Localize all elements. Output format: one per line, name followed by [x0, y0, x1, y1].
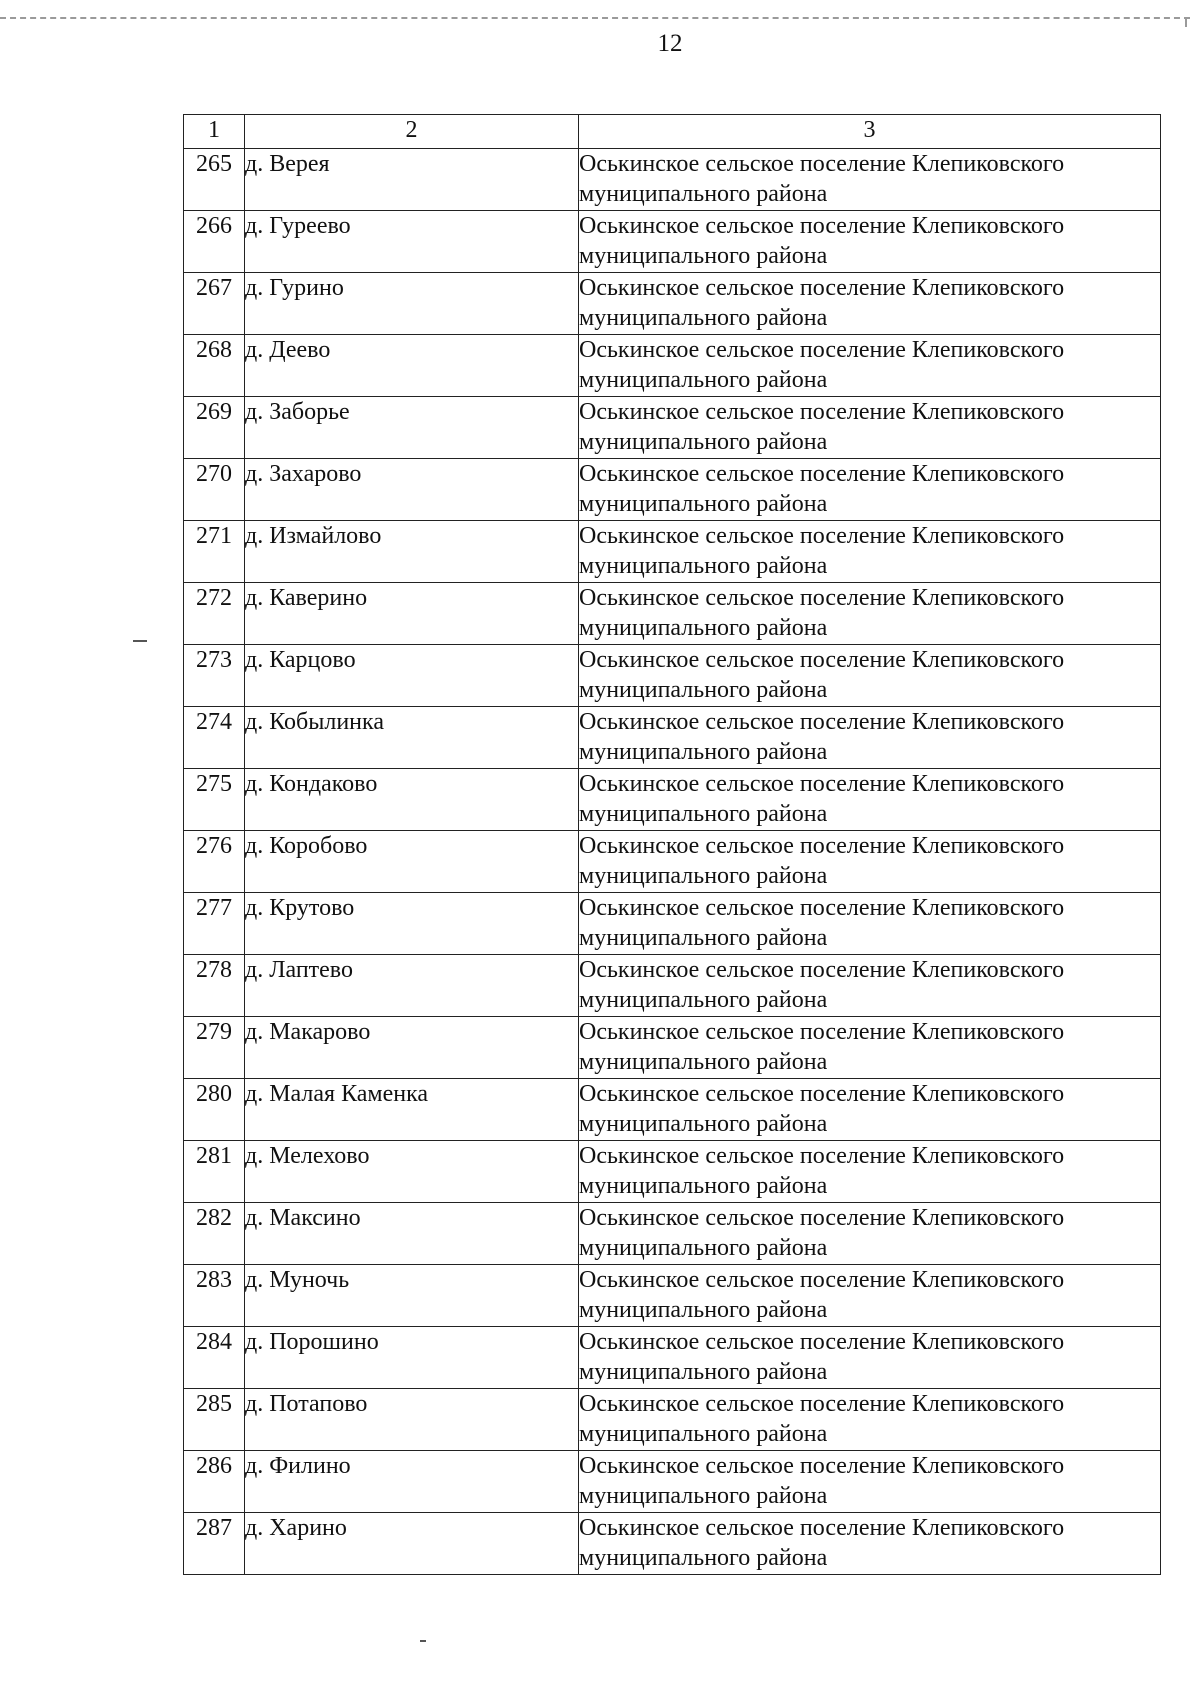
- table-row: [184, 521, 1161, 583]
- settlement-name: д. Лаптево: [245, 955, 579, 1017]
- row-number: 279: [184, 1017, 245, 1079]
- municipality-name: Оськинское сельское поселение Клепиковского муниципального района: [579, 149, 1161, 211]
- page-number: 12: [657, 30, 683, 57]
- table-row: [184, 1079, 1161, 1141]
- row-number: 266: [184, 211, 245, 273]
- settlement-name: д. Кондаково: [245, 769, 579, 831]
- header-col-1: 1: [184, 115, 245, 149]
- row-number: 268: [184, 335, 245, 397]
- municipality-name: Оськинское сельское поселение Клепиковского муниципального района: [579, 1203, 1161, 1265]
- municipality-name: Оськинское сельское поселение Клепиковского муниципального района: [579, 521, 1161, 583]
- table-row: [184, 893, 1161, 955]
- row-number: 271: [184, 521, 245, 583]
- row-number: 269: [184, 397, 245, 459]
- municipality-name: Оськинское сельское поселение Клепиковского муниципального района: [579, 831, 1161, 893]
- row-number: 275: [184, 769, 245, 831]
- row-number: 276: [184, 831, 245, 893]
- table-row: [184, 1017, 1161, 1079]
- table-row: [184, 1265, 1161, 1327]
- table-row: [184, 831, 1161, 893]
- header-col-2: 2: [245, 115, 579, 149]
- table-row: [184, 769, 1161, 831]
- settlement-name: д. Измайлово: [245, 521, 579, 583]
- table-row: [184, 1513, 1161, 1575]
- table-row: [184, 707, 1161, 769]
- municipality-name: Оськинское сельское поселение Клепиковского муниципального района: [579, 397, 1161, 459]
- settlement-name: д. Макарово: [245, 1017, 579, 1079]
- municipality-name: Оськинское сельское поселение Клепиковского муниципального района: [579, 459, 1161, 521]
- settlement-name: д. Харино: [245, 1513, 579, 1575]
- settlement-name: д. Порошино: [245, 1327, 579, 1389]
- row-number: 287: [184, 1513, 245, 1575]
- table-row: [184, 1203, 1161, 1265]
- table-row: [184, 1451, 1161, 1513]
- row-number: 286: [184, 1451, 245, 1513]
- row-number: 281: [184, 1141, 245, 1203]
- municipality-name: Оськинское сельское поселение Клепиковского муниципального района: [579, 1265, 1161, 1327]
- municipality-name: Оськинское сельское поселение Клепиковского муниципального района: [579, 769, 1161, 831]
- municipality-name: Оськинское сельское поселение Клепиковского муниципального района: [579, 1017, 1161, 1079]
- settlement-name: д. Мелехово: [245, 1141, 579, 1203]
- row-number: 284: [184, 1327, 245, 1389]
- table-row: [184, 1389, 1161, 1451]
- row-number: 273: [184, 645, 245, 707]
- municipality-name: Оськинское сельское поселение Клепиковского муниципального района: [579, 273, 1161, 335]
- settlement-name: д. Карцово: [245, 645, 579, 707]
- settlement-name: д. Муночь: [245, 1265, 579, 1327]
- row-number: 280: [184, 1079, 245, 1141]
- table-body: [184, 149, 1161, 1575]
- row-number: 283: [184, 1265, 245, 1327]
- settlement-name: д. Филино: [245, 1451, 579, 1513]
- settlement-name: д. Верея: [245, 149, 579, 211]
- municipality-name: Оськинское сельское поселение Клепиковского муниципального района: [579, 335, 1161, 397]
- settlement-name: д. Заборье: [245, 397, 579, 459]
- municipality-name: Оськинское сельское поселение Клепиковского муниципального района: [579, 211, 1161, 273]
- settlements-table: [183, 114, 1161, 1575]
- municipality-name: Оськинское сельское поселение Клепиковского муниципального района: [579, 1141, 1161, 1203]
- table-row: [184, 583, 1161, 645]
- settlement-name: д. Крутово: [245, 893, 579, 955]
- municipality-name: Оськинское сельское поселение Клепиковского муниципального района: [579, 645, 1161, 707]
- municipality-name: Оськинское сельское поселение Клепиковского муниципального района: [579, 1451, 1161, 1513]
- municipality-name: Оськинское сельское поселение Клепиковского муниципального района: [579, 893, 1161, 955]
- row-number: 274: [184, 707, 245, 769]
- municipality-name: Оськинское сельское поселение Клепиковского муниципального района: [579, 1327, 1161, 1389]
- settlement-name: д. Малая Каменка: [245, 1079, 579, 1141]
- municipality-name: Оськинское сельское поселение Клепиковского муниципального района: [579, 707, 1161, 769]
- header-col-3: 3: [579, 115, 1161, 149]
- municipality-name: Оськинское сельское поселение Клепиковского муниципального района: [579, 1513, 1161, 1575]
- table-row: [184, 273, 1161, 335]
- settlement-name: д. Деево: [245, 335, 579, 397]
- table-row: [184, 149, 1161, 211]
- municipality-name: Оськинское сельское поселение Клепиковского муниципального района: [579, 1079, 1161, 1141]
- settlement-name: д. Кобылинка: [245, 707, 579, 769]
- row-number: 270: [184, 459, 245, 521]
- scan-speck: [133, 640, 147, 642]
- settlement-name: д. Коробово: [245, 831, 579, 893]
- municipality-name: Оськинское сельское поселение Клепиковского муниципального района: [579, 1389, 1161, 1451]
- settlement-name: д. Захарово: [245, 459, 579, 521]
- scan-speck: [420, 1640, 426, 1642]
- municipality-name: Оськинское сельское поселение Клепиковского муниципального района: [579, 583, 1161, 645]
- scan-top-border-corner: [1185, 17, 1187, 27]
- table-row: [184, 955, 1161, 1017]
- row-number: 265: [184, 149, 245, 211]
- row-number: 272: [184, 583, 245, 645]
- settlement-name: д. Каверино: [245, 583, 579, 645]
- settlement-name: д. Гурино: [245, 273, 579, 335]
- settlement-name: д. Гуреево: [245, 211, 579, 273]
- scan-top-border: [0, 17, 1190, 19]
- row-number: 277: [184, 893, 245, 955]
- table-row: [184, 397, 1161, 459]
- table-row: [184, 459, 1161, 521]
- table-row: [184, 1141, 1161, 1203]
- table-row: [184, 645, 1161, 707]
- row-number: 278: [184, 955, 245, 1017]
- table-header-row: [184, 115, 1161, 149]
- row-number: 267: [184, 273, 245, 335]
- settlement-name: д. Потапово: [245, 1389, 579, 1451]
- row-number: 285: [184, 1389, 245, 1451]
- settlement-name: д. Максино: [245, 1203, 579, 1265]
- row-number: 282: [184, 1203, 245, 1265]
- table-row: [184, 211, 1161, 273]
- municipality-name: Оськинское сельское поселение Клепиковского муниципального района: [579, 955, 1161, 1017]
- table-row: [184, 1327, 1161, 1389]
- table-row: [184, 335, 1161, 397]
